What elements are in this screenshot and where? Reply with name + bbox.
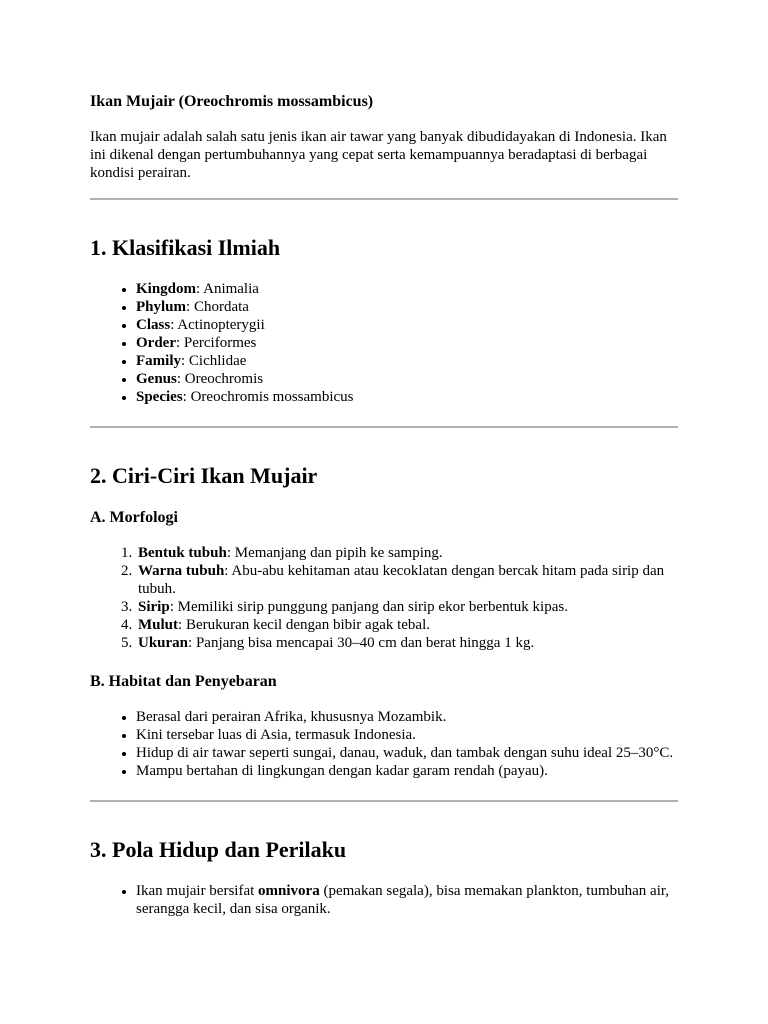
item-value: Memanjang dan pipih ke samping.	[234, 545, 443, 561]
section-divider	[90, 800, 678, 802]
item-term: Sirip	[138, 599, 170, 615]
item-separator: :	[169, 599, 178, 615]
section-divider	[90, 198, 678, 200]
item-term: Ukuran	[138, 635, 189, 651]
item-separator: :	[186, 299, 194, 315]
intro-paragraph: Ikan mujair adalah salah satu jenis ikan air tawar yang banyak dibudidayakan di Indonesia. Ikan ini dikenal dengan pertumbuhannya yang cepat serta kemampuannya beradaptasi di berbagai kondisi perairan.	[90, 129, 667, 181]
item-text-after: (pemakan segala), bisa memakan plankton, tumbuhan air, serangga kecil, dan sisa organik.	[136, 883, 670, 917]
subheading-habitat: B. Habitat dan Penyebaran	[90, 673, 277, 690]
item-value: Oreochromis	[184, 371, 264, 387]
list-item	[136, 334, 678, 352]
list-item	[136, 298, 678, 316]
item-value: Memiliki sirip punggung panjang dan sirip ekor berbentuk kipas.	[177, 599, 568, 615]
list-item: • Berasal dari perairan Afrika, khususnya Mozambik.	[136, 708, 678, 726]
subheading-morfologi: A. Morfologi	[90, 509, 178, 526]
list-item: • Mampu bertahan di lingkungan dengan kadar garam rendah (payau).	[136, 762, 678, 780]
list-item	[136, 388, 678, 406]
section-heading-klasifikasi: 1. Klasifikasi Ilmiah	[90, 235, 281, 260]
item-term: Family	[136, 353, 181, 369]
item-term: Class	[136, 317, 171, 333]
list-item	[136, 598, 678, 616]
section-divider	[90, 426, 678, 428]
item-separator: :	[175, 335, 184, 351]
list-item	[136, 616, 678, 634]
item-value: Berukuran kecil dengan bibir agak tebal.	[185, 617, 431, 633]
item-text-before: Ikan mujair bersifat	[136, 883, 259, 899]
document-title: Ikan Mujair (Oreochromis mossambicus)	[90, 93, 374, 110]
item-value: Chordata	[193, 299, 249, 315]
item-value: Oreochromis mossambicus	[190, 389, 354, 405]
list-item	[136, 370, 678, 388]
list-item	[136, 316, 678, 334]
item-emphasis: omnivora	[258, 883, 320, 899]
item-separator: :	[170, 317, 178, 333]
list-item	[136, 352, 678, 370]
item-term: Kingdom	[136, 281, 197, 297]
list-item	[136, 882, 678, 918]
pola-list	[90, 882, 678, 918]
item-separator: :	[176, 371, 185, 387]
list-item	[136, 280, 678, 298]
item-separator: :	[188, 635, 196, 651]
item-value: Perciformes	[183, 335, 257, 351]
list-item: • Kini tersebar luas di Asia, termasuk Indonesia.	[136, 726, 678, 744]
habitat-list	[90, 708, 678, 780]
item-term: Mulut	[138, 617, 179, 633]
item-term: Phylum	[136, 299, 187, 315]
item-separator: :	[196, 281, 204, 297]
klasifikasi-list	[90, 280, 678, 406]
item-term: Bentuk tubuh	[138, 545, 227, 561]
item-value: Actinopterygii	[177, 317, 265, 333]
list-item	[136, 544, 678, 562]
item-value: Animalia	[203, 281, 259, 297]
item-term: Warna tubuh	[138, 563, 225, 579]
morfologi-list	[90, 544, 678, 652]
item-term: Order	[136, 335, 176, 351]
item-separator: :	[181, 353, 189, 369]
item-separator: :	[182, 389, 191, 405]
item-value: Cichlidae	[188, 353, 247, 369]
item-term: Genus	[136, 371, 177, 387]
list-item	[136, 562, 678, 598]
section-heading-pola: 3. Pola Hidup dan Perilaku	[90, 837, 347, 862]
list-item	[136, 634, 678, 652]
section-heading-ciri: 2. Ciri-Ciri Ikan Mujair	[90, 463, 318, 488]
list-item: • Hidup di air tawar seperti sungai, danau, waduk, dan tambak dengan suhu ideal 25–30°C.	[136, 744, 678, 762]
item-separator: :	[224, 563, 232, 579]
item-term: Species	[136, 389, 183, 405]
item-value: Abu-abu kehitaman atau kecoklatan dengan bercak hitam pada sirip dan tubuh.	[138, 563, 665, 597]
item-value: Panjang bisa mencapai 30–40 cm dan berat hingga 1 kg.	[195, 635, 535, 651]
item-separator: :	[226, 545, 235, 561]
item-separator: :	[178, 617, 186, 633]
